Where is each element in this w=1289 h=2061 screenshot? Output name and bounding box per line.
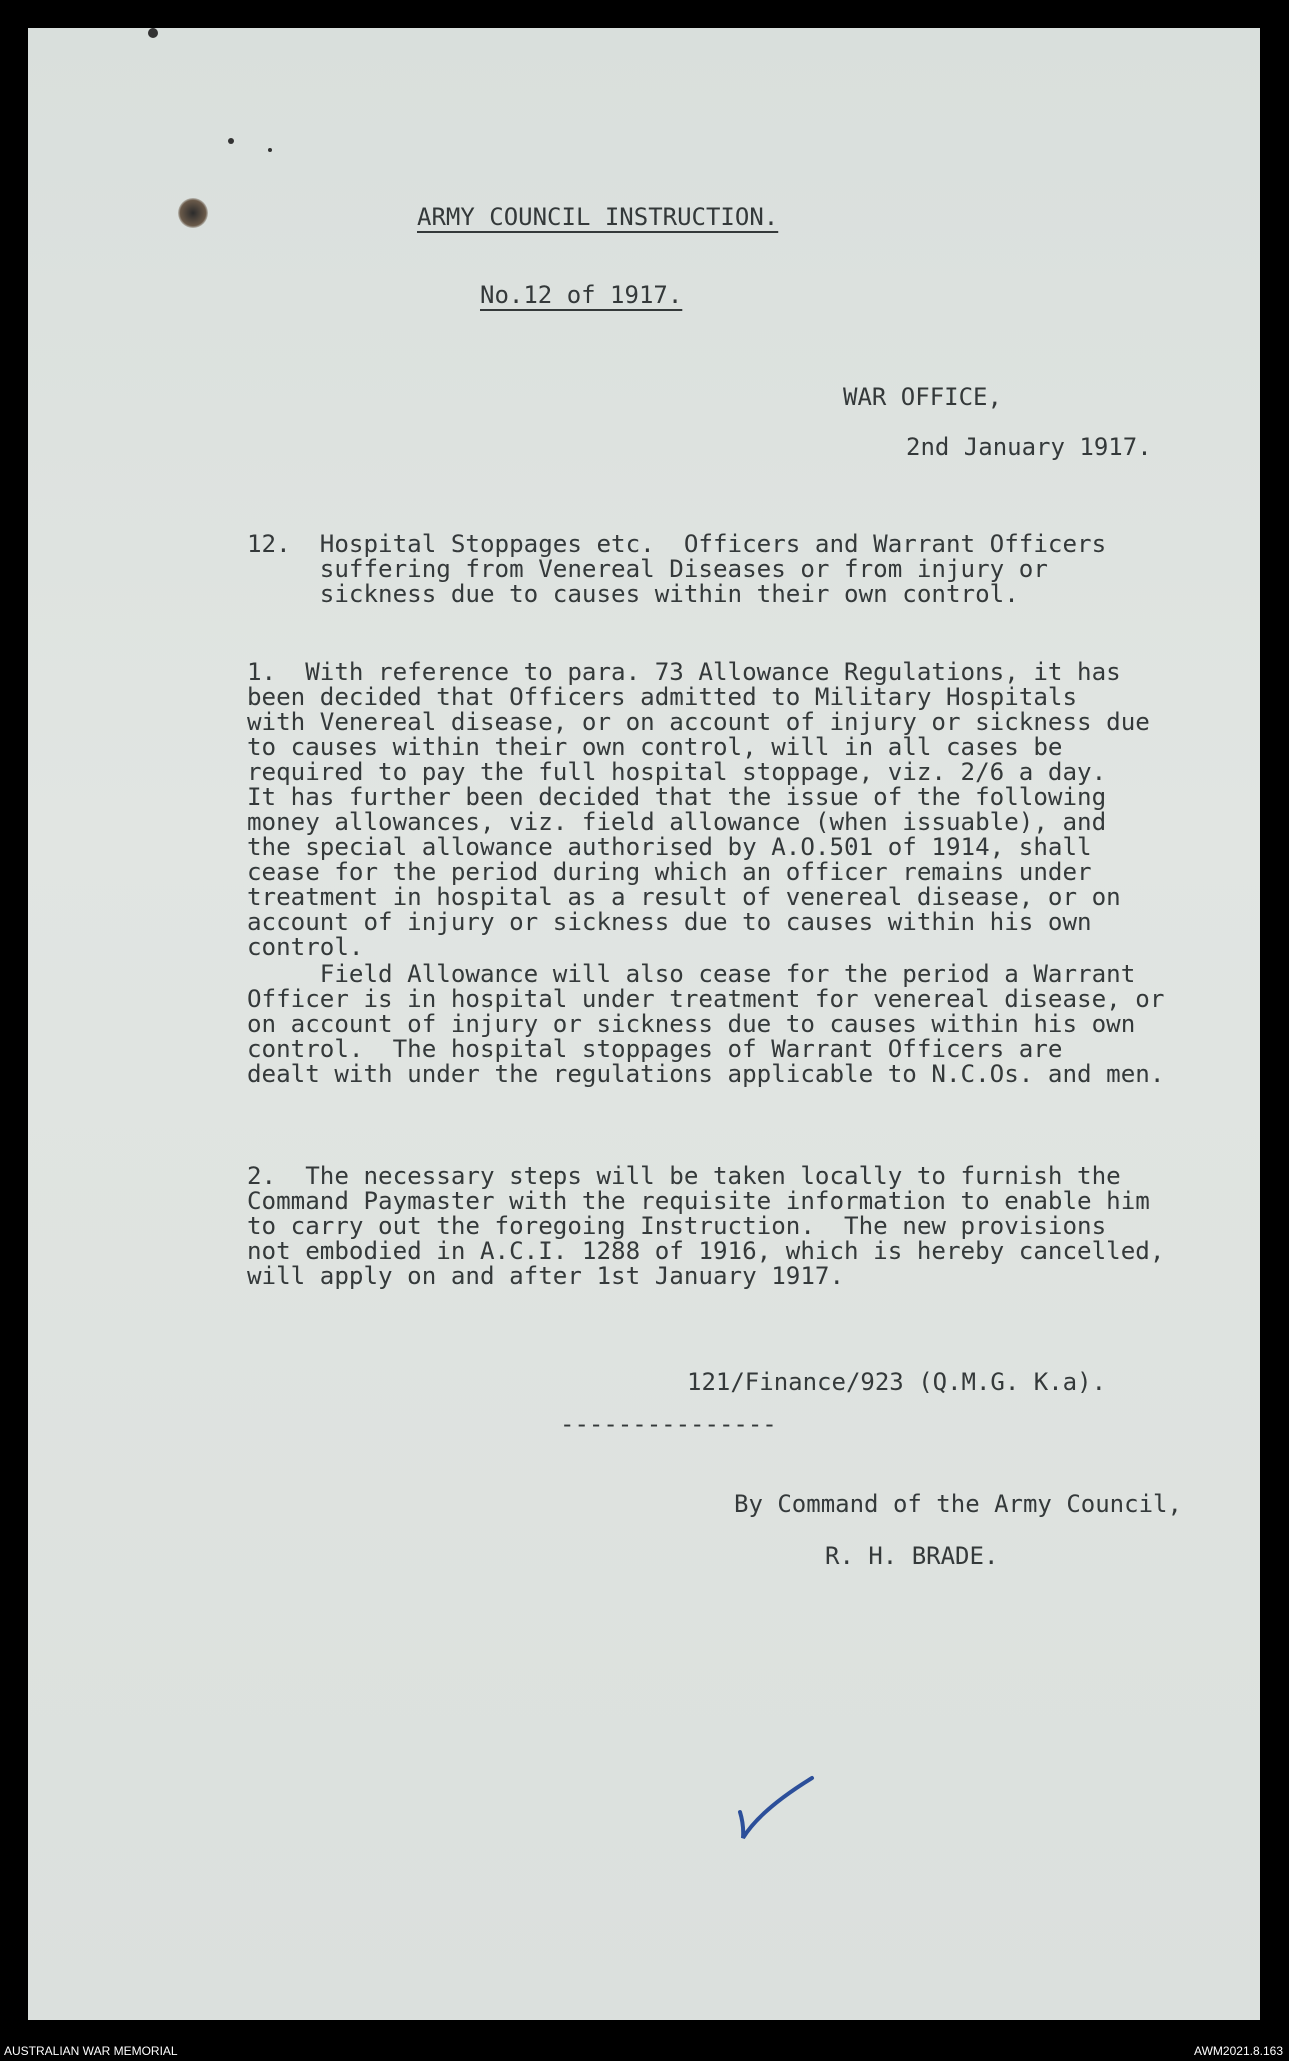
paragraph-line: 2. The necessary steps will be taken locally to furnish the (247, 1162, 1121, 1190)
subject-heading (247, 532, 1106, 607)
paragraph-line: Field Allowance will also cease for the period a Warrant (247, 960, 1136, 988)
paragraph-line: to causes within their own control, will in all cases be (247, 733, 1063, 761)
paragraph-line: Officer is in hospital under treatment for venereal disease, or (247, 985, 1165, 1013)
paper-mark (228, 138, 234, 144)
paragraph-line: treatment in hospital as a result of venereal disease, or on (247, 883, 1121, 911)
paragraph-line: account of injury or sickness due to causes within his own (247, 908, 1092, 936)
separator-line: --------------- (560, 1410, 777, 1438)
paragraph-line: to carry out the foregoing Instruction. The new provisions (247, 1212, 1107, 1240)
paragraph-line: control. (247, 933, 364, 961)
subject-line: suffering from Venereal Diseases or from injury or (247, 555, 1048, 583)
checkmark-icon (730, 1770, 820, 1850)
paragraph-line: control. The hospital stoppages of Warrant Officers are (247, 1035, 1063, 1063)
authority-line: By Command of the Army Council, (734, 1490, 1182, 1518)
paragraph-line: will apply on and after 1st January 1917. (247, 1262, 845, 1290)
paper-mark (268, 148, 272, 152)
footer-accession-number: AWM2021.8.163 (1194, 2044, 1283, 2058)
paragraph-line: 1. With reference to para. 73 Allowance Regulations, it has (247, 658, 1121, 686)
footer-institution: AUSTRALIAN WAR MEMORIAL (4, 2044, 178, 2058)
paragraph-line: Command Paymaster with the requisite information to enable him (247, 1187, 1150, 1215)
paper-mark (148, 28, 158, 38)
paragraph-line: with Venereal disease, or on account of injury or sickness due (247, 708, 1150, 736)
paragraph-line: not embodied in A.C.I. 1288 of 1916, which is hereby cancelled, (247, 1237, 1165, 1265)
paragraph-line: on account of injury or sickness due to causes within his own (247, 1010, 1136, 1038)
paragraph-line: cease for the period during which an officer remains under (247, 858, 1092, 886)
instruction-number: No.12 of 1917. (480, 281, 683, 309)
paragraph-line: been decided that Officers admitted to Military Hospitals (247, 683, 1078, 711)
paragraph-1-continued (247, 962, 1164, 1087)
document-title: ARMY COUNCIL INSTRUCTION. (417, 203, 779, 231)
signatory: R. H. BRADE. (825, 1542, 999, 1570)
paragraph-1 (247, 660, 1150, 960)
issue-date: 2nd January 1917. (906, 433, 1152, 461)
paragraph-line: It has further been decided that the issue of the following (247, 783, 1107, 811)
paper-stain (178, 198, 208, 228)
paragraph-line: the special allowance authorised by A.O.501 of 1914, shall (247, 833, 1092, 861)
subject-line: 12. Hospital Stoppages etc. Officers and Warrant Officers (247, 530, 1107, 558)
file-reference: 121/Finance/923 (Q.M.G. K.a). (687, 1368, 1107, 1396)
subject-line: sickness due to causes within their own control. (247, 580, 1019, 608)
paragraph-line: dealt with under the regulations applicable to N.C.Os. and men. (247, 1060, 1165, 1088)
paragraph-2 (247, 1164, 1164, 1289)
issuing-office: WAR OFFICE, (843, 383, 1002, 411)
paragraph-line: money allowances, viz. field allowance (when issuable), and (247, 808, 1107, 836)
paragraph-line: required to pay the full hospital stoppage, viz. 2/6 a day. (247, 758, 1107, 786)
